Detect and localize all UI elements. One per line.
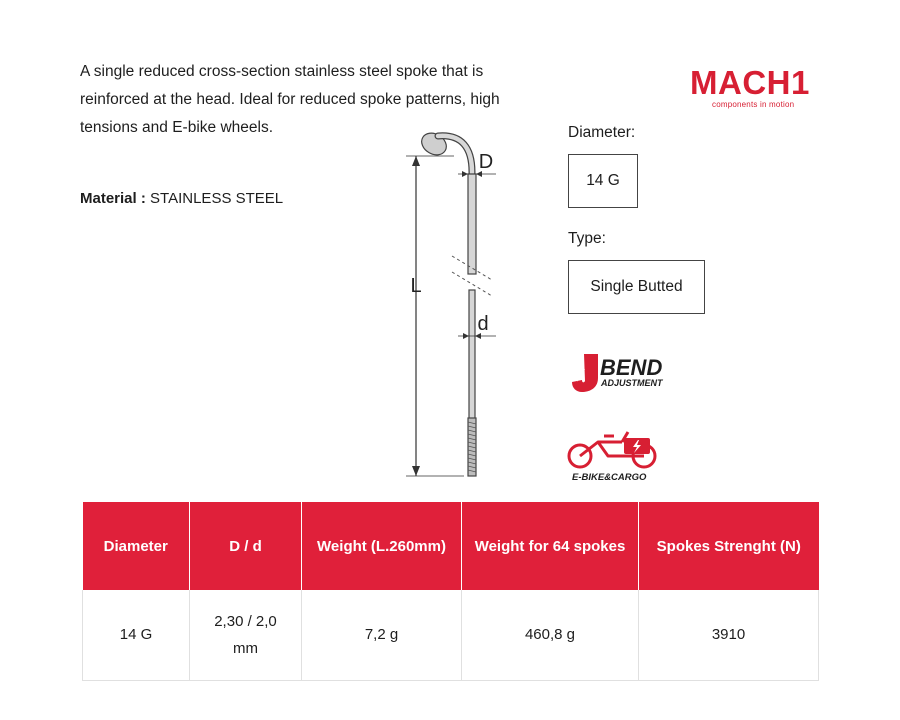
type-label: Type:	[568, 230, 606, 247]
d-upper-label: D	[478, 151, 494, 173]
cell-d-d: 2,30 / 2,0 mm	[190, 590, 302, 680]
spoke-diagram	[392, 120, 512, 490]
brand-tagline: components in motion	[712, 100, 795, 109]
brand-logo	[690, 66, 830, 114]
ebike-cargo-badge	[566, 426, 662, 486]
jbend-adjustment-badge	[570, 352, 685, 394]
header-strength: Spokes Strenght (N)	[639, 502, 819, 590]
jbend-subtitle: ADJUSTMENT	[601, 378, 663, 388]
cell-weight-64: 460,8 g	[462, 590, 639, 680]
product-description: A single reduced cross-section stainless steel spoke that is reinforced at the head. Ideal for reduced spoke patterns, high tensions and E-bike wheels.	[80, 63, 500, 136]
cell-diameter: 14 G	[83, 590, 190, 680]
length-label: L	[410, 275, 422, 297]
jbend-title: BEND	[600, 355, 663, 380]
diameter-option[interactable]: 14 G	[568, 154, 638, 208]
header-diameter: Diameter	[83, 502, 190, 590]
header-weight: Weight (L.260mm)	[302, 502, 462, 590]
diameter-label: Diameter:	[568, 124, 636, 141]
material-label: Material :	[80, 190, 146, 207]
type-option[interactable]: Single Butted	[568, 260, 705, 314]
table-row	[83, 590, 819, 680]
header-weight-64: Weight for 64 spokes	[462, 502, 639, 590]
header-d-d: D / d	[190, 502, 302, 590]
brand-name: MACH1	[690, 64, 810, 101]
cell-weight: 7,2 g	[302, 590, 462, 680]
spoke-specs-table	[82, 502, 819, 681]
cell-strength: 3910	[639, 590, 819, 680]
material-value: STAINLESS STEEL	[150, 190, 284, 207]
material-line	[80, 190, 283, 207]
d-lower-label: d	[477, 313, 489, 335]
table-header-row	[83, 502, 819, 590]
cargo-label: E-BIKE&CARGO	[572, 472, 647, 483]
